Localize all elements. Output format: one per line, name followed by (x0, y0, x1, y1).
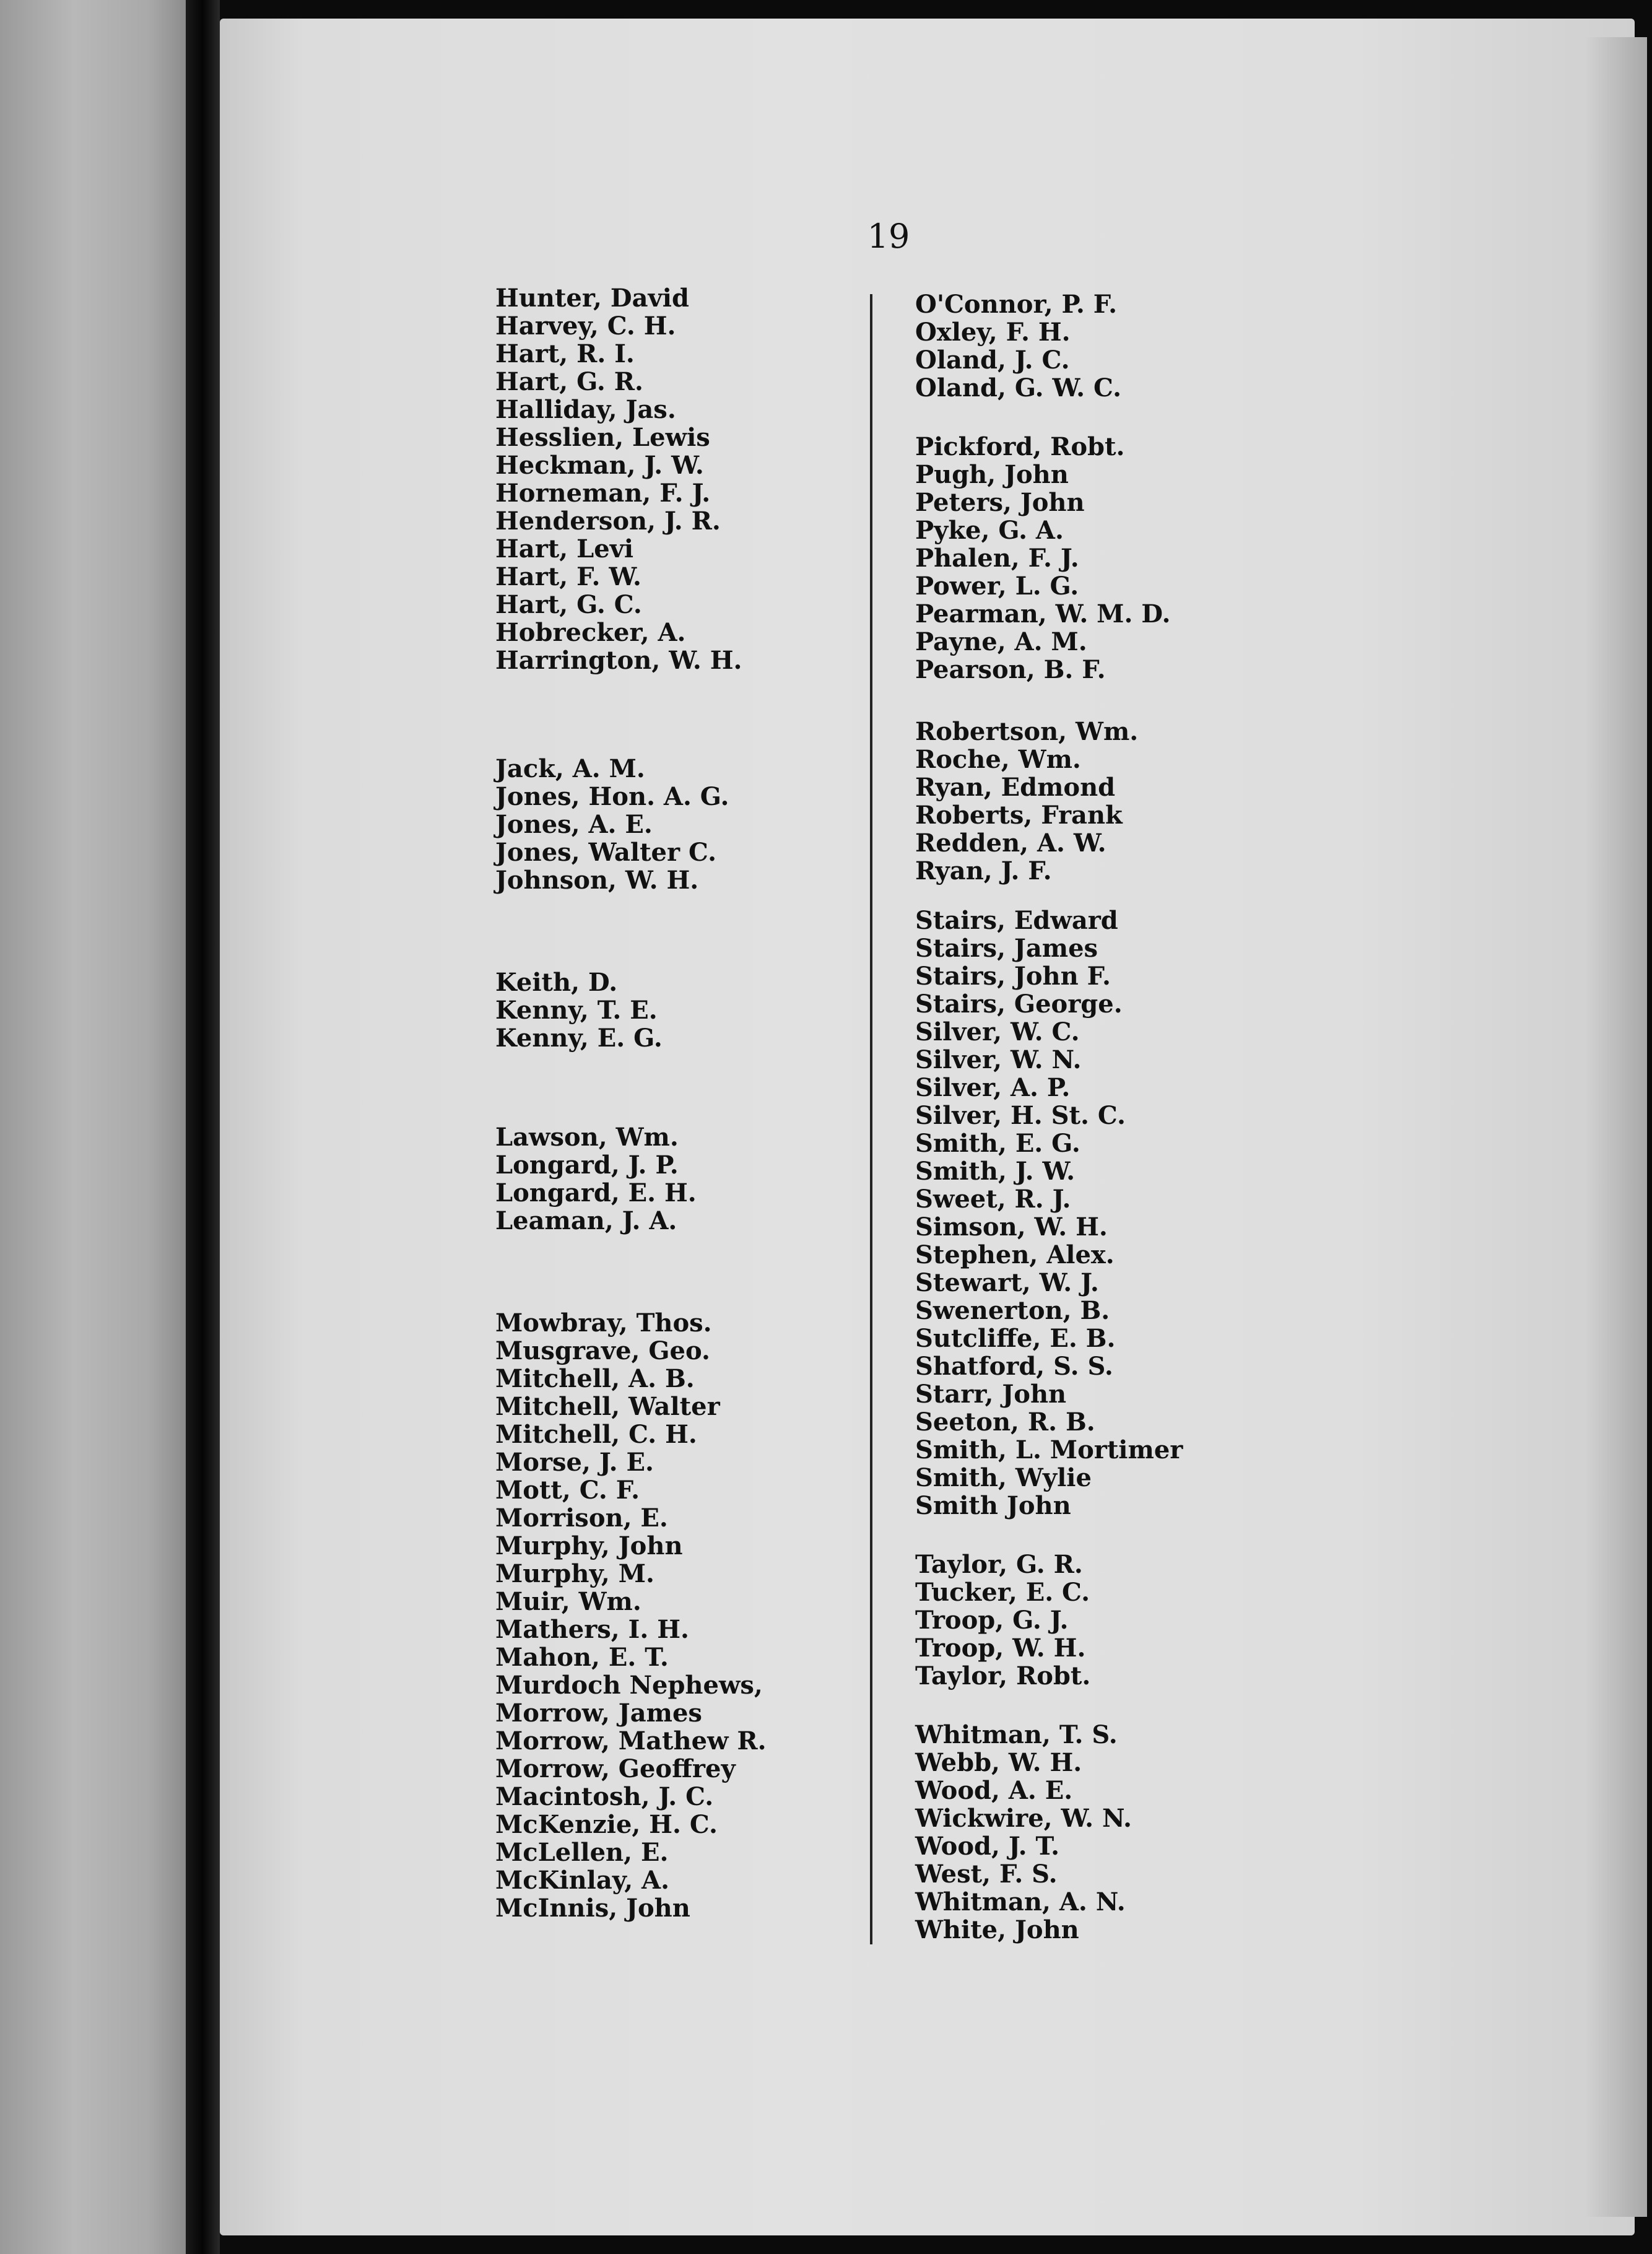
name-entry: Smith, Wylie (915, 1463, 1092, 1492)
name-entry: Shatford, S. S. (915, 1352, 1113, 1381)
name-entry: Oxley, F. H. (915, 318, 1071, 347)
name-entry: Morrow, James (495, 1699, 702, 1728)
name-entry: Pearson, B. F. (915, 655, 1106, 684)
name-entry: Ryan, J. F. (915, 856, 1052, 886)
name-entry: Kenny, T. E. (495, 996, 658, 1025)
name-entry: Morrison, E. (495, 1503, 668, 1533)
name-entry: Hart, R. I. (495, 339, 635, 368)
name-entry: Longard, E. H. (495, 1178, 697, 1208)
name-entry: Stairs, John F. (915, 962, 1111, 991)
name-entry: Webb, W. H. (915, 1748, 1082, 1777)
name-entry: Oland, J. C. (915, 346, 1070, 375)
name-entry: Jack, A. M. (495, 754, 645, 783)
name-entry: Tucker, E. C. (915, 1578, 1090, 1607)
name-entry: Hart, G. C. (495, 590, 642, 619)
name-entry: Simson, W. H. (915, 1212, 1108, 1242)
name-entry: Peters, John (915, 488, 1085, 517)
name-entry: Leaman, J. A. (495, 1206, 677, 1235)
name-entry: Stairs, Edward (915, 906, 1118, 935)
name-entry: Silver, W. N. (915, 1045, 1082, 1074)
name-entry: Silver, W. C. (915, 1017, 1080, 1046)
name-entry: Payne, A. M. (915, 627, 1087, 656)
name-entry: Power, L. G. (915, 572, 1079, 601)
name-entry: Murphy, John (495, 1531, 683, 1560)
name-entry: Roberts, Frank (915, 801, 1123, 830)
name-entry: Longard, J. P. (495, 1151, 679, 1180)
column-divider (870, 294, 872, 1944)
name-entry: Troop, G. J. (915, 1606, 1069, 1635)
name-entry: Morse, J. E. (495, 1448, 654, 1477)
name-entry: West, F. S. (915, 1860, 1058, 1889)
name-entry: Muir, Wm. (495, 1587, 641, 1616)
name-entry: Sutcliffe, E. B. (915, 1324, 1116, 1353)
name-entry: Pyke, G. A. (915, 516, 1064, 545)
page-edge (1585, 37, 1647, 2217)
name-entry: White, John (915, 1915, 1079, 1944)
name-entry: Whitman, A. N. (915, 1887, 1126, 1917)
name-entry: Seeton, R. B. (915, 1408, 1095, 1437)
name-entry: Morrow, Geoffrey (495, 1754, 736, 1783)
name-entry: Oland, G. W. C. (915, 373, 1122, 402)
name-entry: Stairs, James (915, 934, 1098, 963)
name-entry: Harvey, C. H. (495, 311, 676, 341)
name-entry: Mitchell, Walter (495, 1392, 720, 1421)
name-entry: Henderson, J. R. (495, 507, 721, 536)
name-entry: Pickford, Robt. (915, 432, 1125, 461)
name-entry: Silver, H. St. C. (915, 1101, 1126, 1130)
name-entry: Pearman, W. M. D. (915, 599, 1171, 629)
name-entry: Wickwire, W. N. (915, 1804, 1132, 1833)
name-entry: Mowbray, Thos. (495, 1308, 712, 1338)
name-entry: Lawson, Wm. (495, 1123, 679, 1152)
name-entry: Heckman, J. W. (495, 451, 704, 480)
name-entry: Robertson, Wm. (915, 717, 1139, 746)
name-entry: Starr, John (915, 1380, 1067, 1409)
name-entry: Jones, Walter C. (495, 838, 717, 867)
name-entry: Wood, A. E. (915, 1776, 1073, 1805)
name-entry: Swenerton, B. (915, 1296, 1110, 1325)
name-entry: Hart, G. R. (495, 367, 643, 396)
name-entry: Morrow, Mathew R. (495, 1726, 767, 1756)
name-entry: Kenny, E. G. (495, 1024, 663, 1053)
page-number: 19 (867, 217, 910, 256)
name-entry: Murdoch Nephews, (495, 1671, 763, 1700)
name-entry: Taylor, G. R. (915, 1550, 1083, 1579)
name-entry: Hart, F. W. (495, 562, 641, 591)
name-entry: Keith, D. (495, 968, 618, 997)
name-entry: Stephen, Alex. (915, 1240, 1115, 1269)
name-entry: Hunter, David (495, 284, 689, 313)
binding-shadow (186, 0, 220, 2254)
name-entry: Johnson, W. H. (495, 866, 699, 895)
name-entry: Roche, Wm. (915, 745, 1081, 774)
name-entry: Jones, Hon. A. G. (495, 782, 729, 811)
name-entry: Halliday, Jas. (495, 395, 676, 424)
name-entry: Murphy, M. (495, 1559, 654, 1588)
name-entry: Mitchell, A. B. (495, 1364, 695, 1393)
name-entry: Mahon, E. T. (495, 1643, 669, 1672)
name-entry: Smith, E. G. (915, 1129, 1080, 1158)
name-entry: Whitman, T. S. (915, 1720, 1118, 1749)
name-entry: Musgrave, Geo. (495, 1336, 710, 1365)
name-entry: Hesslien, Lewis (495, 423, 710, 452)
name-entry: Smith, L. Mortimer (915, 1435, 1183, 1464)
name-entry: Hart, Levi (495, 534, 634, 564)
name-entry: Harrington, W. H. (495, 646, 742, 675)
name-entry: Smith John (915, 1491, 1071, 1520)
name-entry: McInnis, John (495, 1894, 690, 1923)
name-entry: Redden, A. W. (915, 829, 1106, 858)
name-entry: Pugh, John (915, 460, 1069, 489)
name-entry: McLellen, E. (495, 1838, 669, 1867)
name-entry: Sweet, R. J. (915, 1185, 1071, 1214)
name-entry: Jones, A. E. (495, 810, 653, 839)
name-entry: Smith, J. W. (915, 1157, 1076, 1186)
name-entry: Mitchell, C. H. (495, 1420, 697, 1449)
name-entry: Hobrecker, A. (495, 618, 686, 647)
name-entry: Troop, W. H. (915, 1634, 1086, 1663)
name-entry: Mott, C. F. (495, 1476, 640, 1505)
name-entry: Mathers, I. H. (495, 1615, 689, 1644)
name-entry: O'Connor, P. F. (915, 290, 1118, 319)
name-entry: Ryan, Edmond (915, 773, 1116, 802)
name-entry: Phalen, F. J. (915, 544, 1079, 573)
name-entry: Horneman, F. J. (495, 479, 711, 508)
name-entry: McKenzie, H. C. (495, 1810, 718, 1839)
name-entry: Taylor, Robt. (915, 1661, 1091, 1690)
left-page-strip (0, 0, 186, 2254)
name-entry: Macintosh, J. C. (495, 1782, 714, 1811)
name-entry: Silver, A. P. (915, 1073, 1071, 1102)
name-entry: Wood, J. T. (915, 1832, 1060, 1861)
name-entry: McKinlay, A. (495, 1866, 670, 1895)
name-entry: Stairs, George. (915, 990, 1123, 1019)
name-entry: Stewart, W. J. (915, 1268, 1099, 1297)
